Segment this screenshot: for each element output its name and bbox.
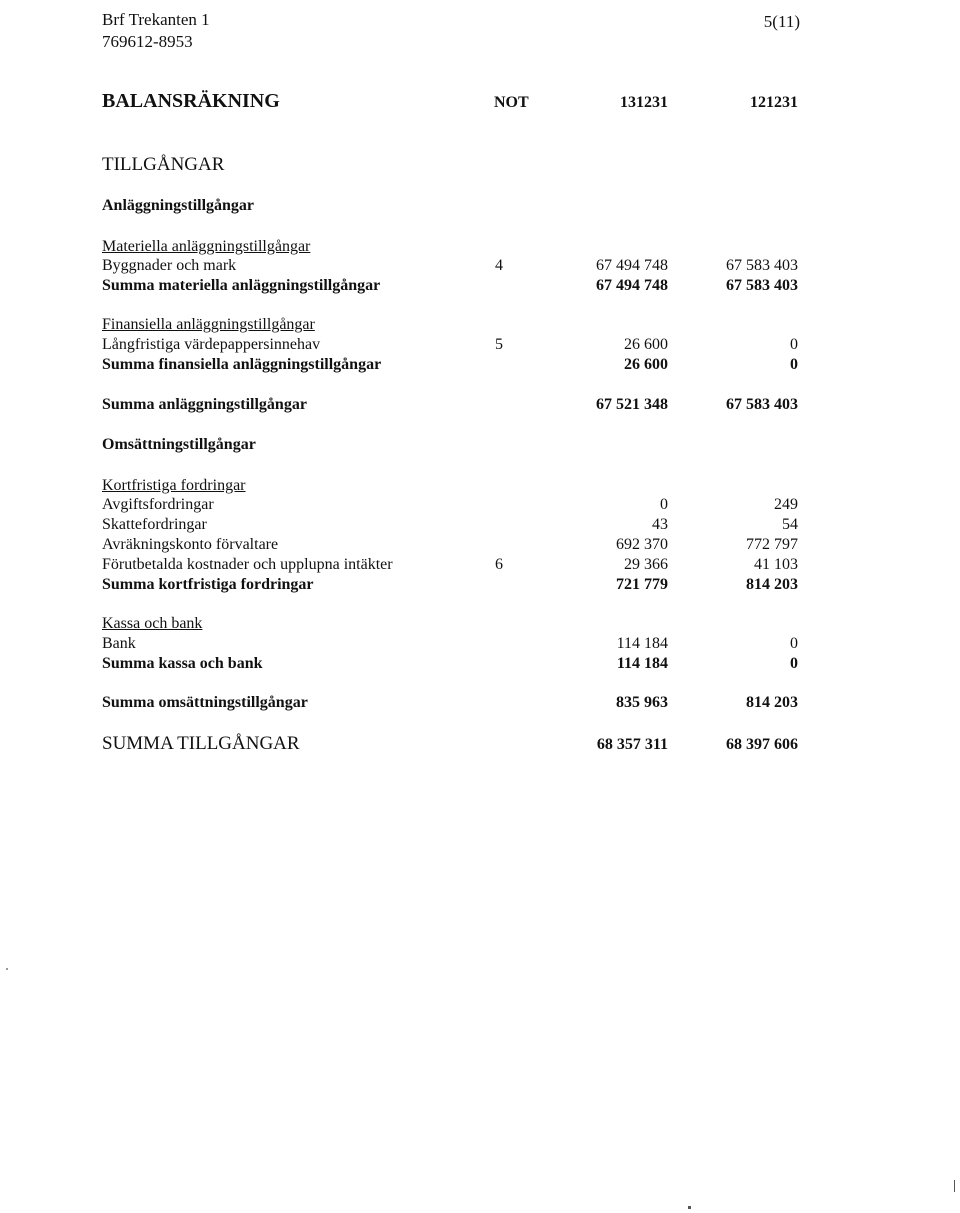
sum-label: Summa finansiella anläggningstillgångar bbox=[102, 356, 382, 373]
group-heading-current-assets: Omsättningstillgångar bbox=[102, 436, 256, 453]
row-current-value: 43 bbox=[652, 516, 668, 533]
row-label: Skattefordringar bbox=[102, 516, 207, 533]
sum-previous-value: 0 bbox=[790, 356, 798, 373]
table-row bbox=[0, 496, 960, 516]
table-row bbox=[0, 556, 960, 576]
subgroup-heading-tangible: Materiella anläggningstillgångar bbox=[102, 238, 311, 255]
row-current-value: 0 bbox=[660, 496, 668, 513]
row-previous-value: 41 103 bbox=[754, 556, 798, 573]
report-title: BALANSRÄKNING bbox=[102, 90, 280, 112]
column-header-previous: 121231 bbox=[750, 94, 798, 111]
row-label: Förutbetalda kostnader och upplupna intäkter bbox=[102, 556, 393, 573]
row-note: 6 bbox=[495, 556, 503, 573]
organization-number: 769612-8953 bbox=[102, 32, 193, 51]
subgroup-heading-receivables: Kortfristiga fordringar bbox=[102, 477, 246, 494]
sum-row bbox=[0, 356, 960, 376]
sum-previous-value: 67 583 403 bbox=[726, 277, 798, 294]
row-current-value: 114 184 bbox=[616, 635, 668, 652]
row-previous-value: 0 bbox=[790, 336, 798, 353]
row-label: Bank bbox=[102, 635, 136, 652]
sum-row bbox=[0, 655, 960, 675]
row-previous-value: 249 bbox=[774, 496, 798, 513]
row-current-value: 26 600 bbox=[624, 336, 668, 353]
row-current-value: 692 370 bbox=[616, 536, 668, 553]
sum-previous-value: 0 bbox=[790, 655, 798, 672]
grand-total-label: SUMMA TILLGÅNGAR bbox=[102, 733, 300, 754]
table-row bbox=[0, 536, 960, 556]
sum-row-fixed-assets bbox=[0, 396, 960, 416]
scan-speck bbox=[688, 1206, 691, 1209]
row-label: Avgiftsfordringar bbox=[102, 496, 214, 513]
scan-speck bbox=[954, 1180, 955, 1192]
sum-label: Summa omsättningstillgångar bbox=[102, 694, 308, 711]
sum-previous-value: 67 583 403 bbox=[726, 396, 798, 413]
sum-label: Summa kassa och bank bbox=[102, 655, 263, 672]
row-previous-value: 67 583 403 bbox=[726, 257, 798, 274]
scan-speck bbox=[6, 968, 8, 970]
sum-previous-value: 814 203 bbox=[746, 576, 798, 593]
table-row bbox=[0, 516, 960, 536]
row-label: Avräkningskonto förvaltare bbox=[102, 536, 279, 553]
subgroup-heading-financial: Finansiella anläggningstillgångar bbox=[102, 316, 315, 333]
row-previous-value: 772 797 bbox=[746, 536, 798, 553]
sum-current-value: 721 779 bbox=[616, 576, 668, 593]
sum-row-current-assets bbox=[0, 694, 960, 714]
row-current-value: 29 366 bbox=[624, 556, 668, 573]
sum-previous-value: 814 203 bbox=[746, 694, 798, 711]
page-number: 5(11) bbox=[763, 12, 800, 31]
sum-row bbox=[0, 576, 960, 596]
row-label: Långfristiga värdepappersinnehav bbox=[102, 336, 321, 353]
subgroup-heading-cash: Kassa och bank bbox=[102, 615, 203, 632]
sum-label: Summa materiella anläggningstillgångar bbox=[102, 277, 381, 294]
grand-total-current-value: 68 357 311 bbox=[596, 736, 668, 753]
sum-label: Summa anläggningstillgångar bbox=[102, 396, 307, 413]
sum-current-value: 835 963 bbox=[616, 694, 668, 711]
sum-current-value: 67 494 748 bbox=[596, 277, 668, 294]
sum-current-value: 67 521 348 bbox=[596, 396, 668, 413]
sum-current-value: 26 600 bbox=[624, 356, 668, 373]
row-note: 5 bbox=[495, 336, 503, 353]
row-label: Byggnader och mark bbox=[102, 257, 237, 274]
column-header-note: NOT bbox=[494, 94, 529, 111]
row-previous-value: 0 bbox=[790, 635, 798, 652]
table-row bbox=[0, 257, 960, 277]
table-row bbox=[0, 336, 960, 356]
row-previous-value: 54 bbox=[782, 516, 798, 533]
row-current-value: 67 494 748 bbox=[596, 257, 668, 274]
row-note: 4 bbox=[495, 257, 503, 274]
sum-label: Summa kortfristiga fordringar bbox=[102, 576, 314, 593]
sum-row bbox=[0, 277, 960, 297]
sum-current-value: 114 184 bbox=[616, 655, 668, 672]
section-heading-assets: TILLGÅNGAR bbox=[102, 154, 225, 175]
group-heading-fixed-assets: Anläggningstillgångar bbox=[102, 197, 255, 214]
grand-total-row bbox=[0, 733, 960, 757]
column-header-current: 131231 bbox=[620, 94, 668, 111]
organization-name: Brf Trekanten 1 bbox=[102, 10, 210, 29]
table-row bbox=[0, 635, 960, 655]
grand-total-previous-value: 68 397 606 bbox=[726, 736, 798, 753]
